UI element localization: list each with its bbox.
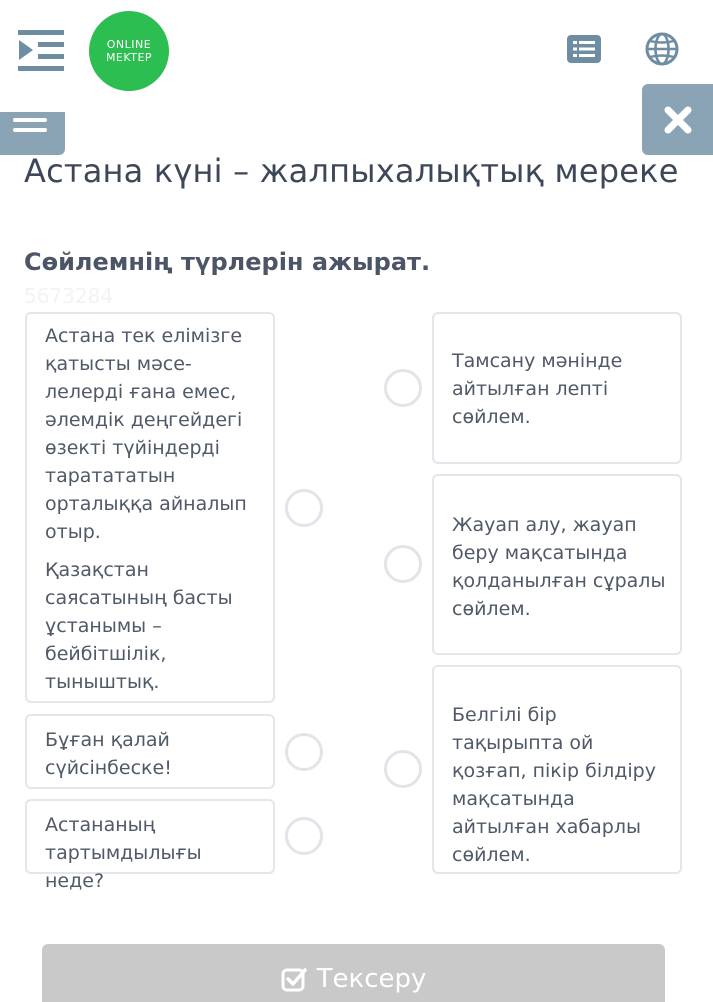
- logo-line-2: MEKTEP: [105, 51, 153, 64]
- check-square-icon: [281, 966, 307, 992]
- left-item-3-radio[interactable]: [285, 817, 323, 855]
- left-item-3-text: Астананың тартымдылығы неде?: [45, 814, 202, 892]
- left-item-2-text: Бұған қалай сүйсінбеске!: [45, 729, 172, 779]
- menu-indent-icon[interactable]: [18, 30, 64, 72]
- top-bar: [0, 0, 713, 100]
- right-item-2[interactable]: [432, 474, 682, 655]
- left-item-2[interactable]: [25, 714, 275, 789]
- left-item-2-radio[interactable]: [285, 733, 323, 771]
- right-item-1-text: Тамсану мәнінде айтылған лепті сөйлем.: [452, 350, 623, 428]
- right-item-3[interactable]: [432, 665, 682, 874]
- left-item-3[interactable]: [25, 799, 275, 892]
- close-button[interactable]: [642, 84, 713, 155]
- left-item-1-paragraph-2: Қазақстан саясатының басты ұстанымы – бейбітшілік, тыныштық.: [45, 559, 233, 693]
- online-mektep-logo[interactable]: [89, 11, 169, 91]
- left-item-1-paragraph-1: Астана тек елімізге қатысты мәсе-лелерді ғана емес, әлемдік деңгейдегі өзекті түйіндерді таратататын орталыққа айналып отыр.: [45, 325, 247, 543]
- right-item-3-text: Белгілі бір тақырыпта ой қозғап, пікір білдіру мақсатында айтылған хабарлы сөйлем.: [452, 704, 656, 866]
- right-item-3-radio[interactable]: [384, 750, 422, 788]
- right-item-1[interactable]: [432, 312, 682, 464]
- check-button-label: Тексеру: [316, 964, 427, 994]
- task-id: 5673284: [24, 284, 114, 308]
- right-item-2-radio[interactable]: [384, 545, 422, 583]
- left-item-1-radio[interactable]: [285, 489, 323, 527]
- check-button[interactable]: [42, 944, 665, 1002]
- left-item-1[interactable]: [25, 312, 275, 703]
- globe-icon[interactable]: [644, 31, 680, 67]
- list-icon[interactable]: [566, 31, 602, 67]
- close-icon: [642, 84, 713, 155]
- logo-line-1: ONLINE: [106, 38, 152, 51]
- page-title: Астана күні – жалпыхалықтық мереке: [24, 152, 679, 190]
- right-item-2-text: Жауап алу, жауап беру мақсатында қолданылған сұралы сөйлем.: [452, 514, 666, 620]
- hamburger-icon[interactable]: [0, 112, 65, 155]
- right-item-1-radio[interactable]: [384, 369, 422, 407]
- task-title: Сөйлемнің түрлерін ажырат.: [24, 248, 431, 276]
